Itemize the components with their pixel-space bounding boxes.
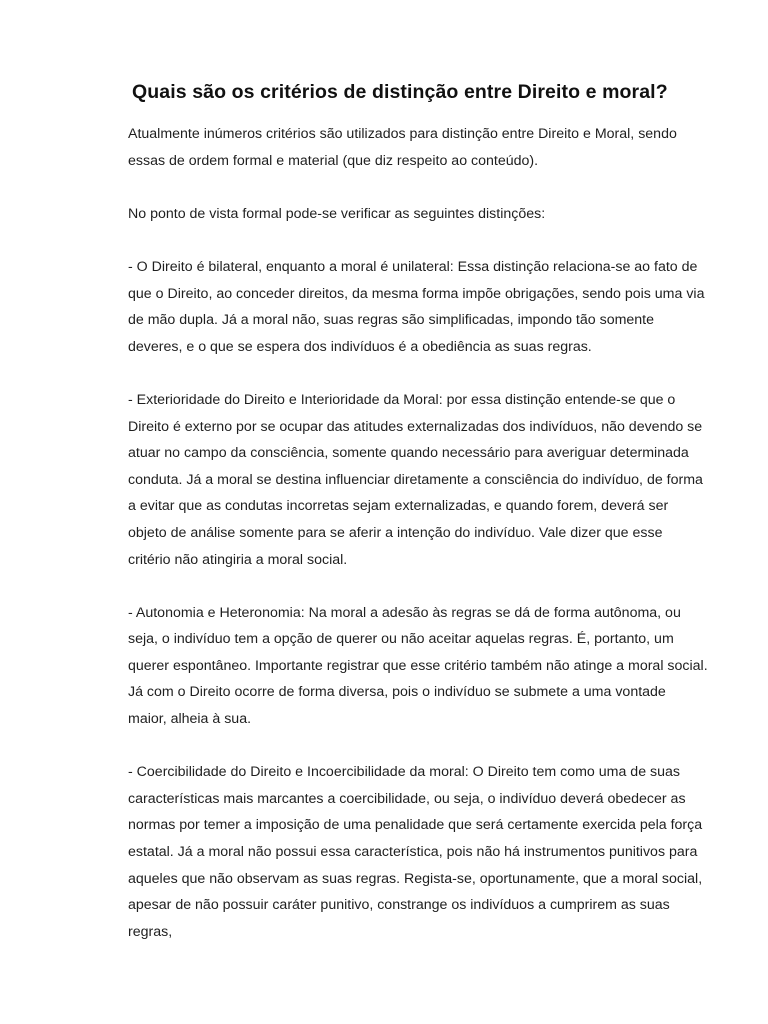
paragraph-spacer	[128, 174, 708, 201]
document-page	[128, 78, 708, 945]
paragraph-coercibilidade: - Coercibilidade do Direito e Incoercibilidade da moral: O Direito tem como uma de suas características mais marcantes a coercibilidade, ou seja, o indivíduo deverá obedecer as normas por temer a imposição de uma penalidade que será certamente exercida pela força estatal. Já a moral não possui essa característica, pois não há instrumentos punitivos para aqueles que não observam as suas regras. Regista-se, oportunamente, que a moral social, apesar de não possuir caráter punitivo, constrange os indivíduos a cumprirem as suas regras,	[128, 764, 703, 940]
paragraph-spacer	[128, 733, 708, 760]
document-body	[128, 121, 708, 945]
paragraph-autonomia: - Autonomia e Heteronomia: Na moral a adesão às regras se dá de forma autônoma, ou seja, o indivíduo tem a opção de querer ou não aceitar aquelas regras. É, portanto, um querer espontâneo. Importante registrar que esse critério também não atinge a moral social. Já com o Direito ocorre de forma diversa, pois o indivíduo se submete a uma vontade maior, alheia à sua.	[128, 604, 708, 728]
paragraph-bilateral: - O Direito é bilateral, enquanto a moral é unilateral: Essa distinção relaciona-se ao fato de que o Direito, ao conceder direitos, da mesma forma impõe obrigações, sendo pois uma via de mão dupla. Já a moral não, suas regras são simplificadas, impondo tão somente deveres, e o que se espera dos indivíduos é a obediência as suas regras.	[128, 258, 705, 355]
paragraph-spacer	[128, 360, 708, 387]
paragraph-exterioridade: - Exterioridade do Direito e Interioridade da Moral: por essa distinção entende-se que o Direito é externo por se ocupar das atitudes externalizadas dos indivíduos, não devendo se atuar no campo da consciência, somente quando necessário para averiguar determinada conduta. Já a moral se destina influenciar diretamente a consciência do indivíduo, de forma a evitar que as condutas incorretas sejam externalizadas, e quando forem, deverá ser objeto de análise somente para se aferir a intenção do indivíduo. Vale dizer que esse critério não atingiria a moral social.	[128, 391, 703, 568]
paragraph-spacer	[128, 227, 708, 254]
paragraph-formal-view: No ponto de vista formal pode-se verificar as seguintes distinções:	[128, 205, 546, 222]
paragraph-intro: Atualmente inúmeros critérios são utilizados para distinção entre Direito e Moral, sendo essas de ordem formal e material (que diz respeito ao conteúdo).	[128, 126, 677, 169]
page-title: Quais são os critérios de distinção entre Direito e moral?	[132, 81, 668, 103]
paragraph-spacer	[128, 573, 708, 600]
